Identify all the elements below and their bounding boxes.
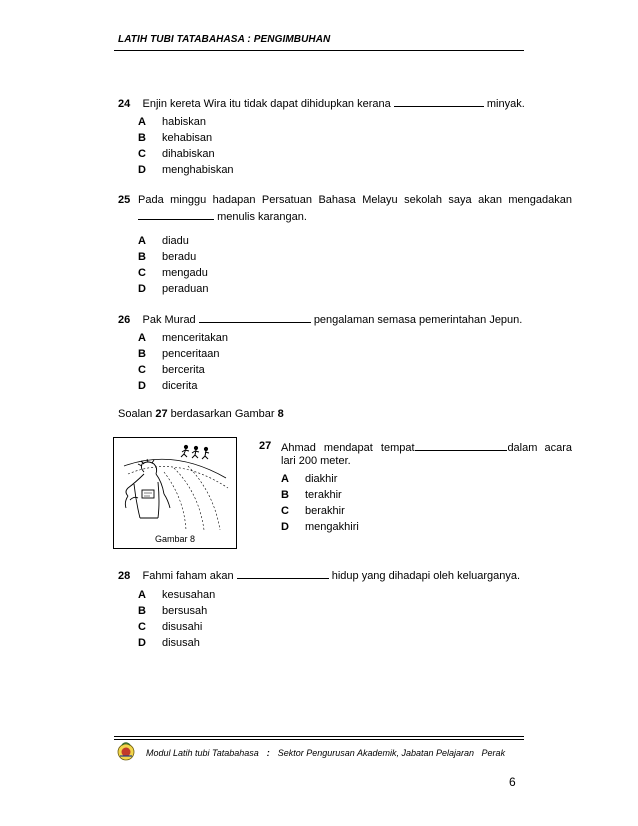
option-a[interactable]: A kesusahan	[138, 589, 216, 601]
option-b[interactable]: B kehabisan	[138, 132, 213, 144]
answer-blank	[394, 95, 484, 107]
question-text-before: Ahmad mendapat tempat	[281, 442, 415, 454]
answer-blank	[237, 567, 329, 579]
options-27	[281, 471, 359, 535]
question-text-line2: lari 200 meter.	[281, 455, 351, 467]
figure-gambar-8	[113, 437, 237, 549]
option-a[interactable]: A habiskan	[138, 116, 207, 128]
option-a[interactable]: A menceritakan	[138, 332, 229, 344]
option-b[interactable]: B terakhir	[281, 489, 342, 501]
question-number: 28	[118, 570, 131, 582]
footer-text: Modul Latih tubi Tatabahasa : Sektor Pengurusan Akademik, Jabatan Pelajaran Perak	[146, 748, 506, 758]
soalan-instruction: Soalan 27 berdasarkan Gambar 8	[118, 408, 284, 420]
options-25	[138, 233, 209, 297]
question-text-line2	[138, 208, 307, 225]
question-number: 24	[118, 98, 131, 110]
option-b[interactable]: B beradu	[138, 251, 197, 263]
footer-rule-top	[114, 736, 524, 737]
question-text-after: dalam acara	[507, 442, 572, 454]
option-d[interactable]: D menghabiskan	[138, 164, 234, 176]
question-number: 25	[118, 194, 131, 206]
question-text-after: minyak.	[486, 98, 525, 110]
question-26	[118, 311, 538, 328]
question-25	[118, 193, 130, 208]
option-b[interactable]: B bersusah	[138, 605, 208, 617]
options-26	[138, 330, 228, 394]
question-text-after: hidup yang dihadapi oleh keluarganya.	[331, 570, 521, 582]
question-27	[259, 439, 271, 454]
option-c[interactable]: C mengadu	[138, 267, 208, 279]
option-d[interactable]: D peraduan	[138, 283, 209, 295]
options-24	[138, 114, 234, 178]
option-c[interactable]: C bercerita	[138, 364, 205, 376]
page-number: 6	[509, 775, 516, 789]
answer-blank	[138, 208, 214, 220]
option-c[interactable]: C disusahi	[138, 621, 203, 633]
question-24	[118, 95, 528, 112]
question-number: 26	[118, 314, 131, 326]
question-text-before: Fahmi faham akan	[142, 570, 234, 582]
question-number: 27	[259, 440, 272, 452]
option-b[interactable]: B penceritaan	[138, 348, 220, 360]
page-header-title: LATIH TUBI TATABAHASA : PENGIMBUHAN	[118, 34, 331, 45]
option-a[interactable]: A diakhir	[281, 473, 338, 485]
question-text-after: pengalaman semasa pemerintahan Jepun.	[313, 314, 523, 326]
running-track-illustration	[114, 438, 236, 534]
footer-rule-bottom	[114, 739, 524, 740]
option-d[interactable]: D mengakhiri	[281, 521, 359, 533]
answer-blank	[199, 311, 311, 323]
option-a[interactable]: A diadu	[138, 235, 189, 247]
figure-caption: Gambar 8	[154, 534, 196, 544]
option-d[interactable]: D dicerita	[138, 380, 198, 392]
option-c[interactable]: C berakhir	[281, 505, 345, 517]
header-rule	[114, 50, 524, 51]
question-28	[118, 567, 538, 584]
options-28	[138, 587, 215, 651]
question-text-line1: Pada minggu hadapan Persatuan Bahasa Melayu sekolah saya akan mengadakan	[138, 194, 572, 206]
question-text-before: Enjin kereta Wira itu tidak dapat dihidupkan kerana	[142, 98, 391, 110]
option-d[interactable]: D disusah	[138, 637, 200, 649]
option-c[interactable]: C dihabiskan	[138, 148, 215, 160]
question-text-before: Pak Murad	[142, 314, 196, 326]
ministry-crest-icon	[116, 741, 136, 761]
answer-blank	[415, 439, 507, 451]
question-text-after: menulis karangan.	[217, 211, 307, 223]
